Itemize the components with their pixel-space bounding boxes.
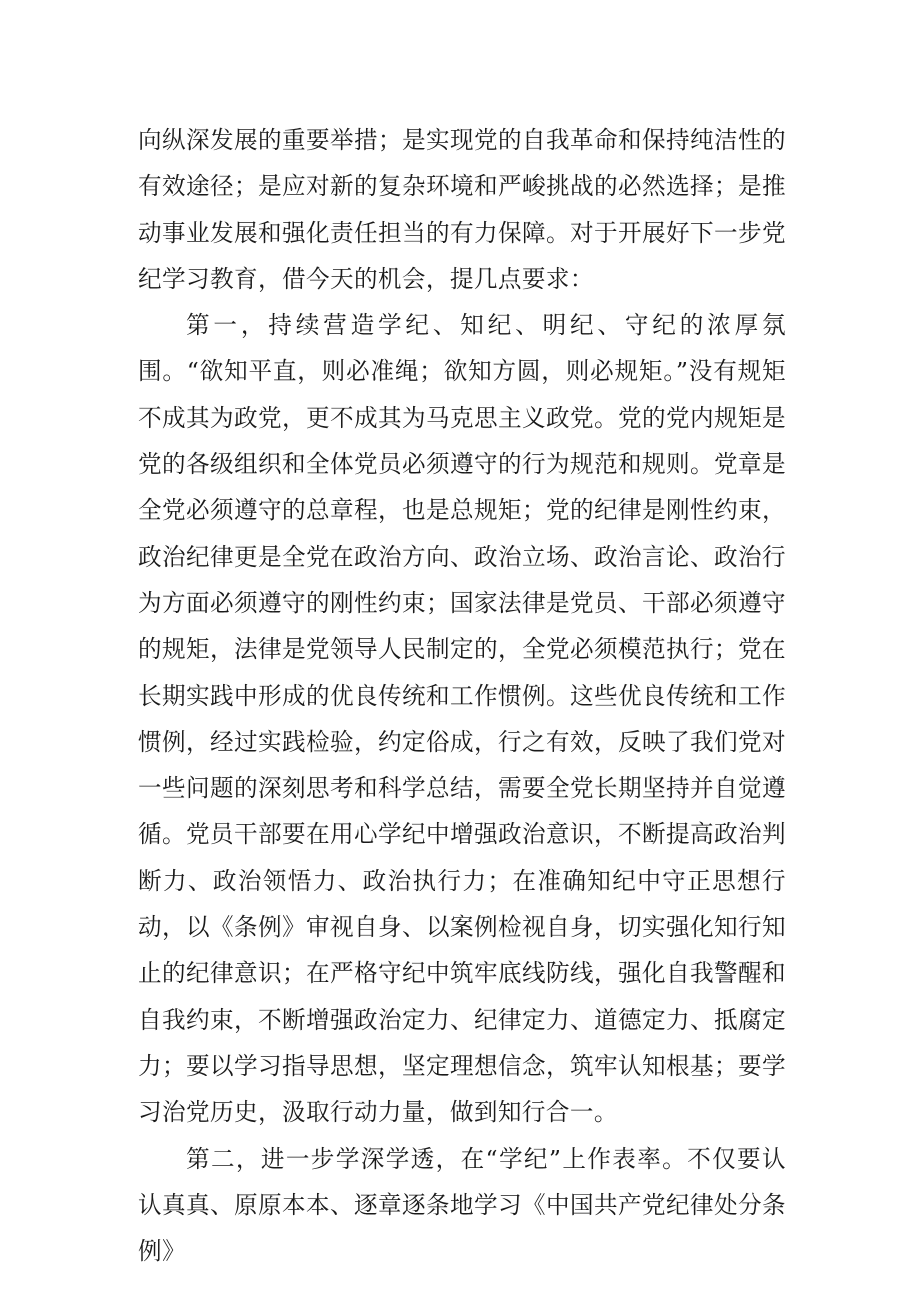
paragraph-point-two: 第二，进一步学深学透，在“学纪”上作表率。不仅要认认真真、原原本本、逐章逐条地学习《中国共产党纪律处分条例》 xyxy=(138,1144,786,1266)
paragraph-point-one: 第一，持续营造学纪、知纪、明纪、守纪的浓厚氛围。“欲知平直，则必准绳；欲知方圆，则必规矩。”没有规矩不成其为政党，更不成其为马克思主义政党。党的党内规矩是党的各级组织和全体党员必须遵守的行为规范和规则。党章是全党必须遵守的总章程，也是总规矩；党的纪律是刚性约束，政治纪律更是全党在政治方向、政治立场、政治言论、政治行为方面必须遵守的刚性约束；国家法律是党员、干部必须遵守的规矩，法律是党领导人民制定的，全党必须模范执行；党在长期实践中形成的优良传统和工作惯例。这些优良传统和工作惯例，经过实践检验，约定俗成，行之有效，反映了我们党对一些问题的深刻思考和科学总结，需要全党长期坚持并自觉遵循。党员干部要在用心学纪中增强政治意识，不断提高政治判断力、政治领悟力、政治执行力；在准确知纪中守正思想行动，以《条例》审视自身、以案例检视自身，切实强化知行知止的纪律意识；在严格守纪中筑牢底线防线，强化自我警醒和自我约束，不断增强政治定力、纪律定力、道德定力、抵腐定力；要以学习指导思想，坚定理想信念，筑牢认知根基；要学习治党历史，汲取行动力量，做到知行合一。 xyxy=(138,311,786,1127)
document-body xyxy=(138,117,786,1274)
paragraph-intro-continuation: 向纵深发展的重要举措；是实现党的自我革命和保持纯洁性的有效途径；是应对新的复杂环境和严峻挑战的必然选择；是推动事业发展和强化责任担当的有力保障。对于开展好下一步党纪学习教育，借今天的机会，提几点要求： xyxy=(138,126,786,293)
